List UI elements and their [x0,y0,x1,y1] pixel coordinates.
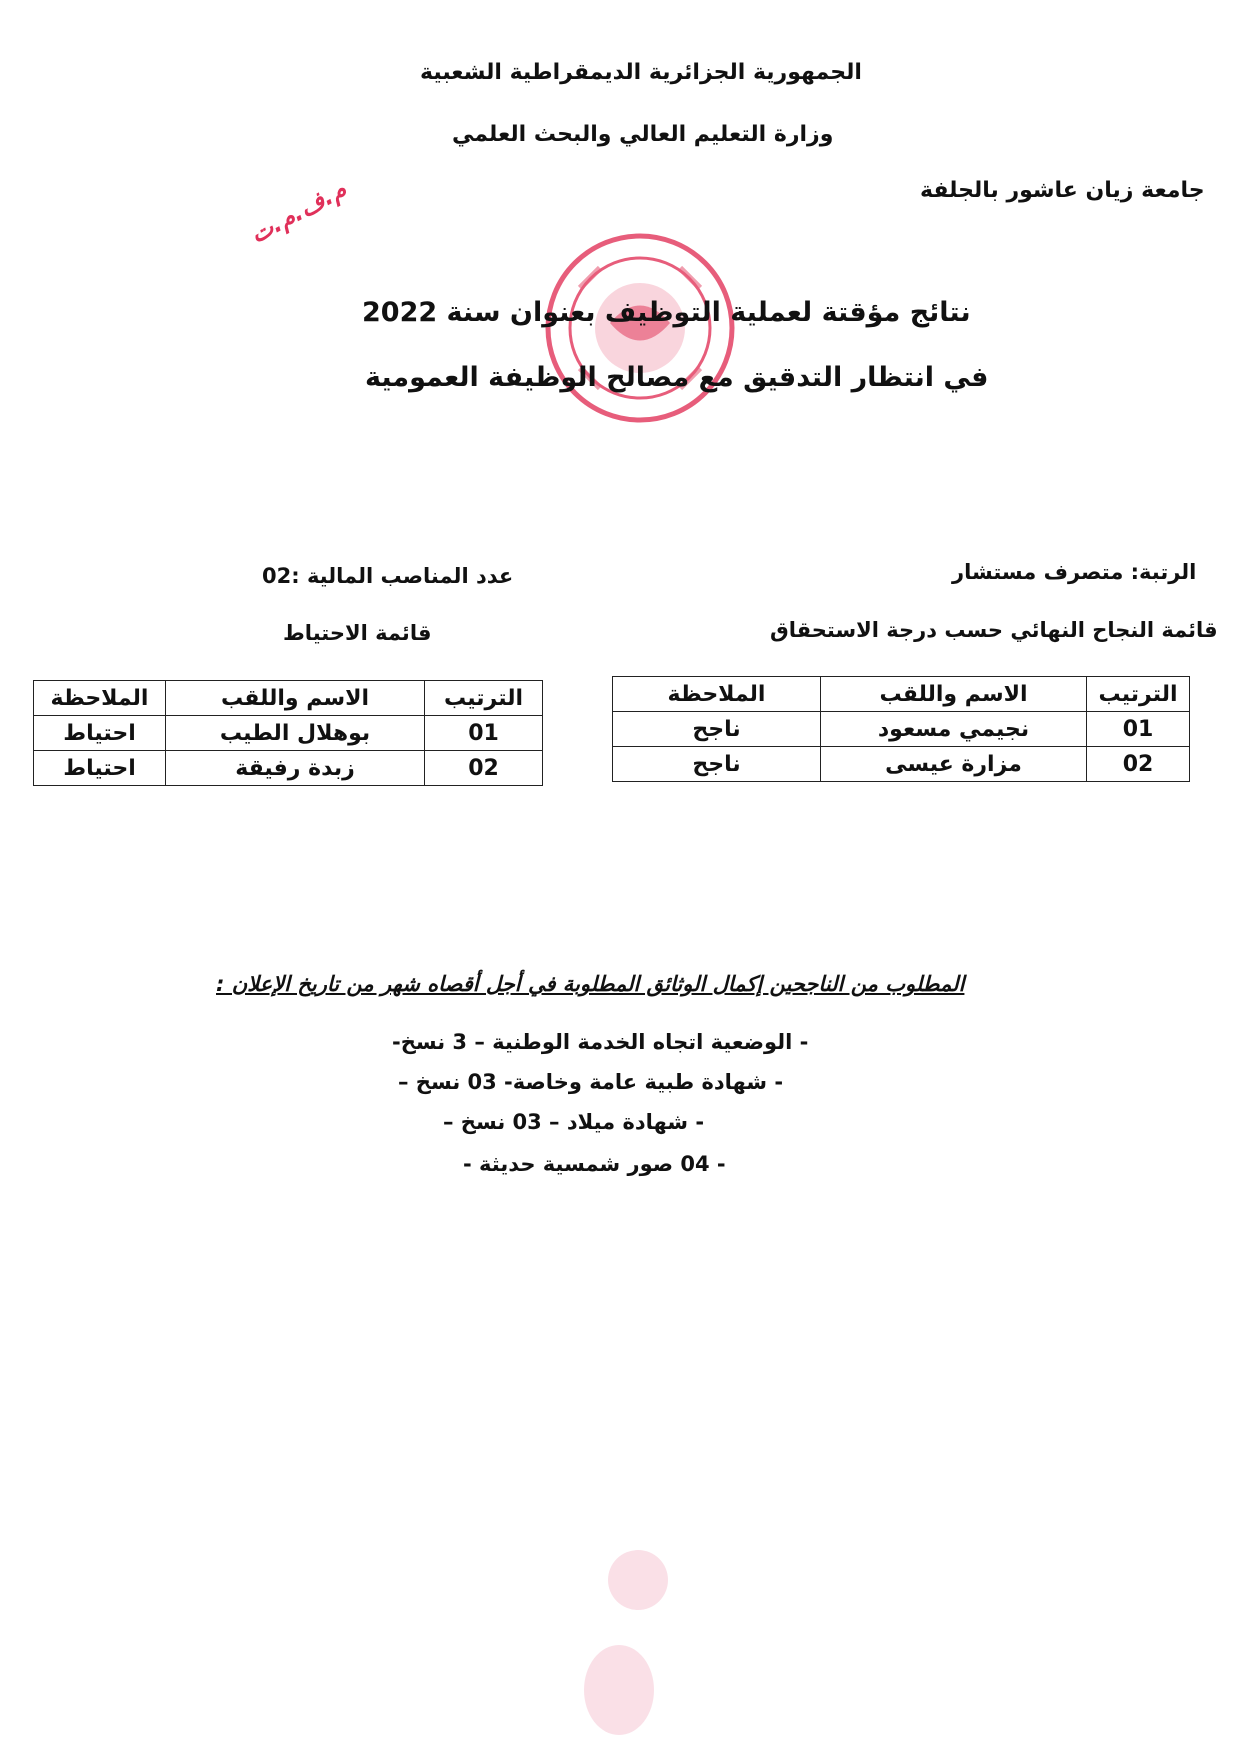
rank-cell: 02 [1087,747,1190,782]
positions-label: عدد المناصب المالية :02 [262,564,514,588]
page-title-line2: في انتظار التدقيق مع مصالح الوظيفة العمومية [365,362,989,393]
col-note-header: الملاحظة [34,681,166,716]
col-rank-header: الترتيب [1087,677,1190,712]
requirement-item: - شهادة طبية عامة وخاصة- 03 نسخ – [398,1070,784,1094]
republic-header: الجمهورية الجزائرية الديمقراطية الشعبية [420,60,862,85]
reserve-list-title: قائمة الاحتياط [283,621,432,645]
note-cell: احتياط [34,716,166,751]
requirement-item: - الوضعية اتجاه الخدمة الوطنية – 3 نسخ- [392,1030,809,1054]
university-header: جامعة زيان عاشور بالجلفة [920,178,1205,203]
table-row [613,747,1190,782]
note-cell: ناجح [613,712,821,747]
faint-stamp-mark-icon [574,1640,664,1740]
rank-cell: 01 [1087,712,1190,747]
official-stamp-icon [540,228,740,428]
faint-stamp-mark-icon [598,1540,678,1620]
table-header-row [613,677,1190,712]
ministry-header: وزارة التعليم العالي والبحث العلمي [452,122,834,147]
name-cell: زبدة رفيقة [166,751,425,786]
rank-cell: 01 [425,716,543,751]
name-cell: بوهلال الطيب [166,716,425,751]
reserve-results-table [33,680,543,786]
final-list-title: قائمة النجاح النهائي حسب درجة الاستحقاق [770,618,1218,642]
rank-label: الرتبة: متصرف مستشار [952,560,1197,584]
requirement-item: - 04 صور شمسية حديثة - [463,1152,726,1176]
table-row [34,716,543,751]
handwritten-initials: م.ف.م.ت [245,175,352,249]
col-rank-header: الترتيب [425,681,543,716]
table-row [34,751,543,786]
final-results-table [612,676,1190,782]
requirements-title: المطلوب من الناجحين إكمال الوثائق المطلوبة في أجل أقصاه شهر من تاريخ الإعلان : [216,972,965,996]
col-name-header: الاسم واللقب [166,681,425,716]
note-cell: ناجح [613,747,821,782]
rank-cell: 02 [425,751,543,786]
col-name-header: الاسم واللقب [821,677,1087,712]
note-cell: احتياط [34,751,166,786]
table-header-row [34,681,543,716]
name-cell: مزارة عيسى [821,747,1087,782]
page-title-line1: نتائج مؤقتة لعملية التوظيف بعنوان سنة 2022 [362,297,971,328]
name-cell: نجيمي مسعود [821,712,1087,747]
table-row [613,712,1190,747]
requirement-item: - شهادة ميلاد – 03 نسخ – [443,1110,705,1134]
col-note-header: الملاحظة [613,677,821,712]
